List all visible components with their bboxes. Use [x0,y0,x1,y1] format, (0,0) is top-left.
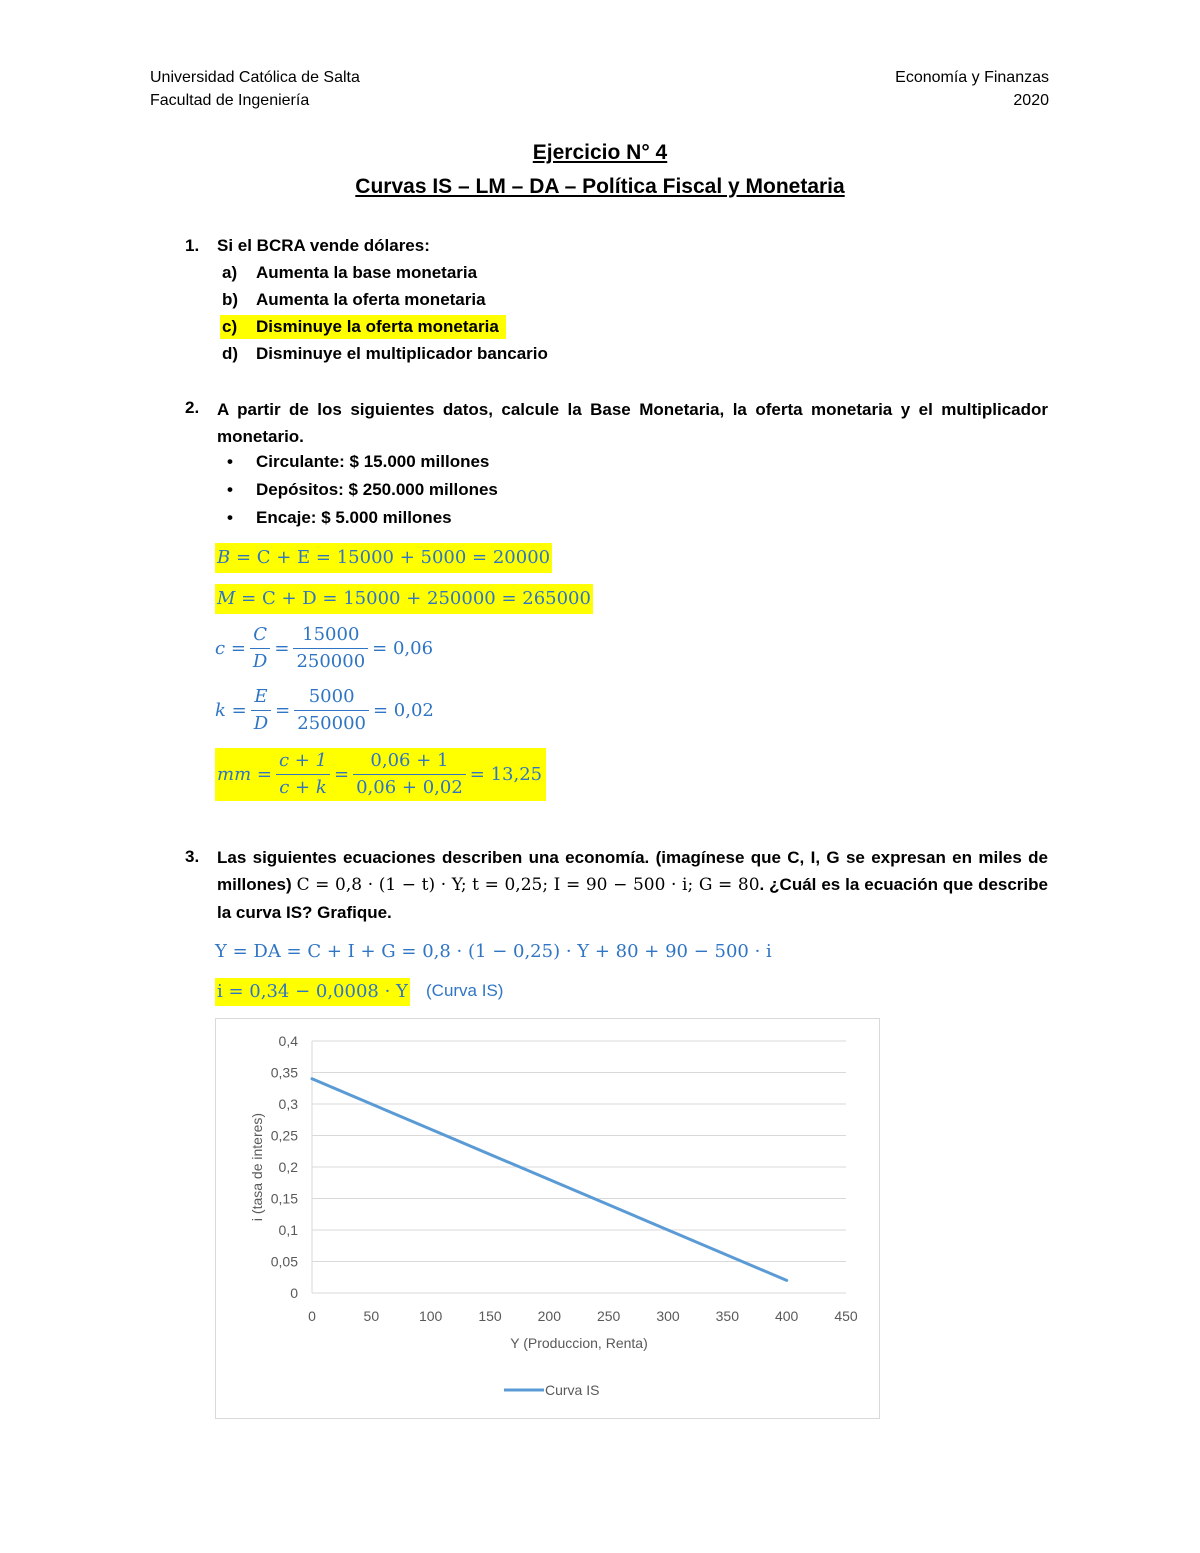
x-tick-label: 300 [656,1308,680,1324]
x-tick-label: 450 [834,1308,858,1324]
chart-y-ticks [271,1033,298,1301]
y-tick-label: 0,2 [278,1159,298,1175]
chart-y-axis-label: i (tasa de interes) [249,1112,265,1222]
y-tick-label: 0 [290,1285,298,1301]
chart-x-ticks [308,1308,858,1324]
q3-text-a: Las siguientes ecuaciones describen una economía. (imagínese que C, I, G se expresan en miles de millones) [217,848,1048,894]
q1-option-d: Disminuye el multiplicador bancario [256,344,548,363]
q2-text: A partir de los siguientes datos, calcule la Base Monetaria, la oferta monetaria y el multiplicador monetario. [217,400,1048,446]
faculty-name: Facultad de Ingeniería [150,92,310,109]
eq-k-f2-den: 250000 [297,713,366,734]
legend-label-curva-is: Curva IS [545,1382,600,1398]
y-tick-label: 0,1 [278,1222,298,1238]
eq-m-expr: = C + D = 15000 + 250000 = 265000 [235,588,591,609]
university-name: Universidad Católica de Salta [150,69,360,86]
eq-mm-result: = 13,25 [469,764,543,785]
eq-c-fraction-1 [250,622,270,675]
eq-c-f2-den: 250000 [296,651,366,672]
x-tick-label: 400 [774,1308,799,1324]
q2-bullet-depositos: Depósitos: $ 250.000 millones [256,480,498,499]
q2-number: 2. [185,398,200,417]
q1-option-a: Aumenta la base monetaria [256,263,478,282]
chart-x-axis-label: Y (Produccion, Renta) [510,1335,648,1351]
eq-k-f2-num: 5000 [294,684,369,711]
bullet-dot: • [227,452,233,471]
eq-c-f1-num: C [250,622,270,649]
eq-k-f1-num: E [251,684,271,711]
eq-c-f2-num: 15000 [293,622,368,649]
q2-bullet-encaje: Encaje: $ 5.000 millones [256,508,452,527]
year: 2020 [1013,92,1049,109]
equation-c: c = $\frac{C}{D}$ = $\frac{15000}{250000}$ = 0,06 [215,622,433,675]
is-curve-chart [215,1018,880,1419]
eq-mm-f2-num: 0,06 + 1 [353,748,466,775]
subject-name: Economía y Finanzas [895,69,1049,86]
chart-series [312,1079,787,1281]
q3-text [217,844,1048,926]
x-tick-label: 150 [478,1308,502,1324]
x-tick-label: 250 [596,1308,621,1324]
page-title: Ejercicio N° 4 [532,141,668,164]
y-tick-label: 0,05 [270,1253,298,1270]
q1-text: Si el BCRA vende dólares: [217,236,430,255]
page-subtitle: Curvas IS – LM – DA – Política Fiscal y Monetaria [355,175,845,198]
x-tick-label: 350 [715,1308,740,1324]
eq-mm-f1-num: c + 1 [276,748,330,775]
equation-multiplicador: mm = $\frac{c + 1}{c + k}$ = $\frac{0,06 + 1}{0,06 + 0,02}$ = 13,25 [215,748,546,801]
equation-k: k = $\frac{E}{D}$ = $\frac{5000}{250000}$ = 0,02 [215,684,434,737]
q3-inline-equations: C = 0,8 · (1 − t) · Y; t = 0,25; I = 90 − 500 · i; G = 80 [296,875,760,895]
q2-bullet-circulante: Circulante: $ 15.000 millones [256,452,490,471]
eq-c-lhs: c [215,638,226,659]
eq-c-f1-den: D [252,651,268,672]
eq-mm-f1-den: c + k [279,777,327,798]
eq-m-lhs: M [217,588,236,609]
equation-base-monetaria [215,543,552,573]
q1-option-b: Aumenta la oferta monetaria [256,290,486,309]
eq-c-result: = 0,06 [372,638,434,659]
bullet-dot: • [227,480,233,499]
q1-number: 1. [185,236,200,255]
q3-number: 3. [185,847,200,866]
q3-text-b: . ¿Cuál es la ecuación que describe la curva IS? Grafique. [217,875,1048,922]
x-tick-label: 0 [308,1308,316,1324]
q1-option-c: Disminuye la oferta monetaria [256,317,499,336]
q1-option-b-letter: b) [222,290,239,309]
q1-option-d-letter: d) [222,344,239,363]
q1-option-c-letter: c) [222,317,238,336]
bullet-dot: • [227,508,233,527]
is-curve-chart-svg [216,1019,879,1418]
eq-k-fraction-1 [251,684,271,737]
x-tick-label: 200 [537,1308,562,1324]
eq-k-lhs: k [215,700,226,721]
eq-c-fraction-2 [293,622,368,675]
eq-mm-fraction-1 [276,748,330,801]
y-tick-label: 0,15 [270,1190,298,1207]
y-tick-label: 0,3 [278,1096,298,1112]
x-tick-label: 100 [418,1308,443,1324]
equation-curva-is-label: (Curva IS) [426,981,504,1000]
y-tick-label: 0,35 [270,1064,298,1081]
series-line-curva-is [312,1079,787,1281]
eq-k-f1-den: D [253,713,269,734]
eq-mm-f2-den: 0,06 + 0,02 [356,777,463,798]
equation-demanda-agregada: Y = DA = C + I + G = 0,8 · (1 − 0,25) · Y + 80 + 90 − 500 · i [215,941,772,962]
eq-b-lhs: B [217,547,231,568]
eq-k-fraction-2 [294,684,369,737]
equation-curva-is: i = 0,34 − 0,0008 · Y [215,978,410,1006]
eq-mm-fraction-2 [353,748,466,801]
q1-option-a-letter: a) [222,263,238,282]
eq-b-expr: = C + E = 15000 + 5000 = 20000 [230,547,551,568]
equation-oferta-monetaria [215,584,593,614]
chart-gridlines [312,1041,846,1293]
y-tick-label: 0,4 [278,1033,298,1049]
x-tick-label: 50 [363,1308,380,1324]
eq-mm-lhs: mm [217,764,252,785]
y-tick-label: 0,25 [270,1127,298,1144]
eq-k-result: = 0,02 [372,700,434,721]
